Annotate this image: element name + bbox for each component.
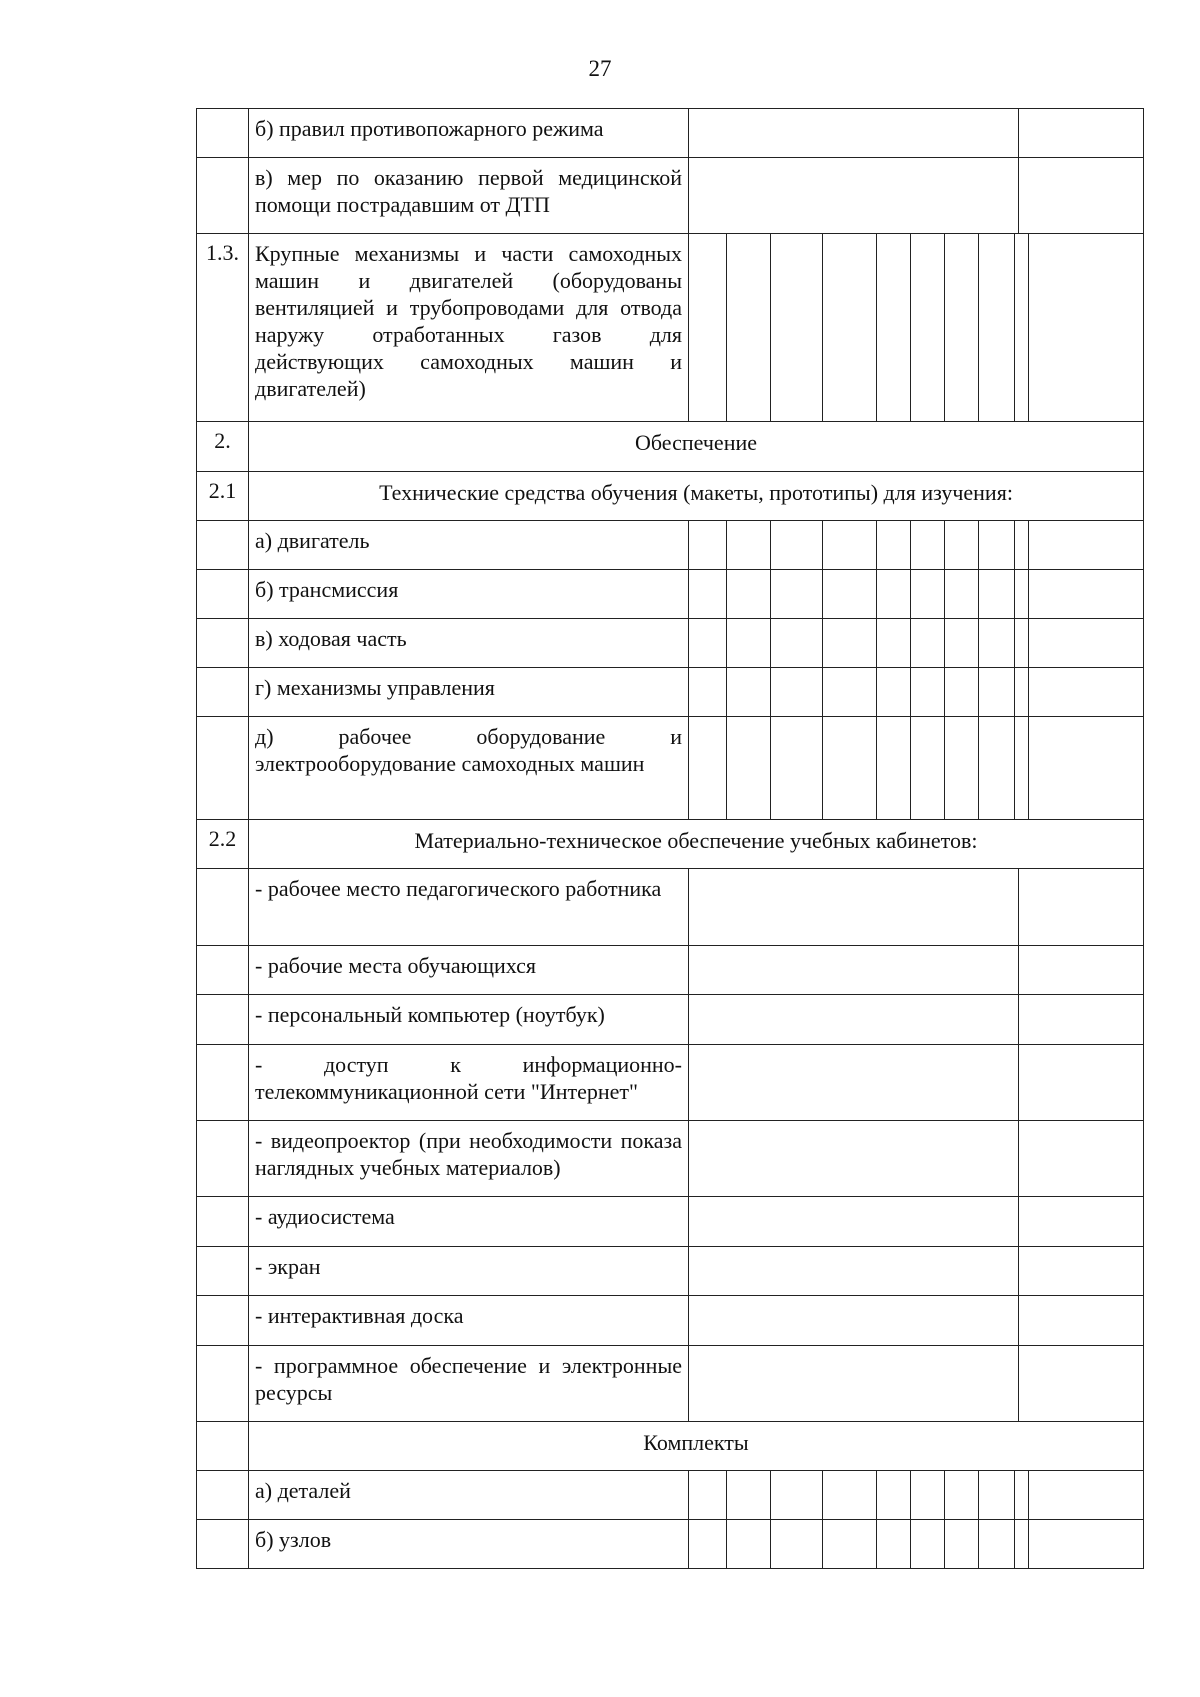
row-label: д) рабочее оборудование и электрооборудование самоходных машин	[249, 717, 689, 819]
row-number: 2.	[197, 422, 249, 471]
table-row	[196, 1247, 1144, 1296]
table-row	[196, 995, 1144, 1045]
row-label: а) двигатель	[249, 521, 689, 569]
table-row	[196, 1346, 1144, 1422]
section-title: Материально-техническое обеспечение учебных кабинетов:	[414, 828, 978, 853]
page-number: 27	[588, 56, 612, 81]
table-row	[196, 717, 1144, 820]
table-row	[196, 820, 1144, 869]
table-row	[196, 234, 1144, 422]
table-row	[196, 422, 1144, 472]
row-number: 2.2	[197, 820, 249, 868]
row-number: 1.3.	[197, 234, 249, 421]
table-row	[196, 1422, 1144, 1471]
table-row	[196, 869, 1144, 946]
table-row	[196, 1296, 1144, 1346]
row-label: в) мер по оказанию первой медицинской помощи пострадавшим от ДТП	[249, 158, 689, 233]
row-label: - экран	[249, 1247, 689, 1295]
table-row	[196, 1471, 1144, 1520]
table-row	[196, 521, 1144, 570]
row-label: а) деталей	[249, 1471, 689, 1519]
table-row	[196, 1045, 1144, 1121]
row-label: - видеопроектор (при необходимости показа наглядных учебных материалов)	[249, 1121, 689, 1196]
row-label: Крупные механизмы и части самоходных машин и двигателей (оборудованы вентиляцией и трубопроводами для отвода наружу отработанных газов для действующих самоходных машин и двигателей)	[249, 234, 689, 421]
row-label: - аудиосистема	[249, 1197, 689, 1246]
row-label: г) механизмы управления	[249, 668, 689, 716]
row-label: - персональный компьютер (ноутбук)	[249, 995, 689, 1044]
table-row	[196, 570, 1144, 619]
row-label: б) правил противопожарного режима	[249, 109, 689, 157]
table-row	[196, 1197, 1144, 1247]
row-label: б) трансмиссия	[249, 570, 689, 618]
table-row	[196, 108, 1144, 158]
table-row	[196, 1520, 1144, 1569]
row-label: - рабочие места обучающихся	[249, 946, 689, 994]
row-label: - программное обеспечение и электронные ресурсы	[249, 1346, 689, 1421]
row-number: 2.1	[197, 472, 249, 520]
table-row	[196, 946, 1144, 995]
section-title: Комплекты	[643, 1430, 749, 1455]
row-label: - рабочее место педагогического работника	[249, 869, 689, 945]
row-label: б) узлов	[249, 1520, 689, 1568]
section-title: Технические средства обучения (макеты, прототипы) для изучения:	[379, 480, 1013, 505]
table-row	[196, 472, 1144, 521]
table-row	[196, 1121, 1144, 1197]
section-title: Обеспечение	[635, 430, 757, 455]
row-label: - доступ к информационно-телекоммуникационной сети "Интернет"	[249, 1045, 689, 1120]
row-label: в) ходовая часть	[249, 619, 689, 667]
table-row	[196, 668, 1144, 717]
table-row	[196, 619, 1144, 668]
equipment-table	[196, 108, 1144, 1569]
row-label: - интерактивная доска	[249, 1296, 689, 1345]
table-row	[196, 158, 1144, 234]
